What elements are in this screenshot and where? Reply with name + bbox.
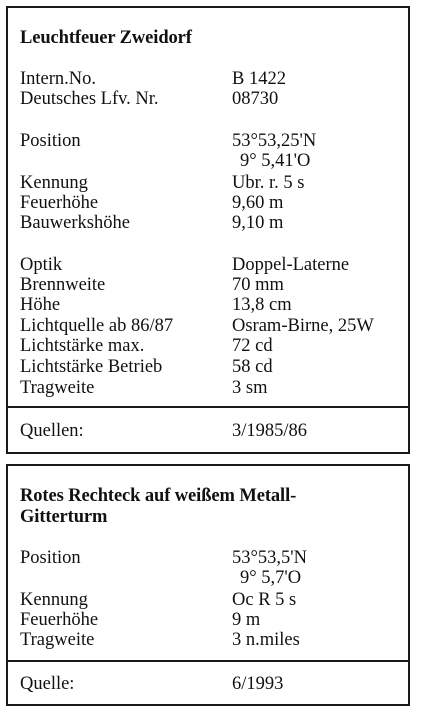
row-position-longitude [20,151,402,171]
row-label: Position [20,548,81,568]
source-value: 3/1985/86 [232,421,308,441]
row-kennung [20,173,402,193]
row-bauwerkshoehe [20,213,402,233]
row-value: Ubr. r. 5 s [232,173,305,193]
row-value: 53°53,25'N [232,131,317,151]
row-quellen [20,421,402,441]
row-tragweite [20,630,402,650]
row-label: Position [20,131,81,151]
row-label: Feuerhöhe [20,193,99,213]
row-value: 9,10 m [232,213,284,233]
row-value: 9 m [232,610,261,630]
row-label: Intern.No. [20,69,97,89]
row-feuerhoehe [20,610,402,630]
row-label: Bauwerkshöhe [20,213,130,233]
row-label: Tragweite [20,630,95,650]
row-label: Kennung [20,590,88,610]
row-brennweite [20,275,402,295]
row-lichtquelle [20,316,402,336]
row-label: Brennweite [20,275,106,295]
row-hoehe [20,295,402,315]
divider [8,660,408,662]
row-value: 9° 5,41'O [240,151,311,171]
row-label: Deutsches Lfv. Nr. [20,89,159,109]
row-value: 9,60 m [232,193,284,213]
row-label: Tragweite [20,378,95,398]
row-value: 3 n.miles [232,630,300,650]
row-optik [20,255,402,275]
row-value: 08730 [232,89,279,109]
card-title-line-2: Gitterturm [20,507,108,527]
divider [8,406,408,408]
row-label: Höhe [20,295,61,315]
row-value: Osram-Birne, 25W [232,316,374,336]
row-value: 3 sm [232,378,268,398]
row-lichtstaerke-betrieb [20,357,402,377]
row-position-longitude [20,568,402,588]
row-label: Lichtquelle ab 86/87 [20,316,174,336]
row-feuerhoehe [20,193,402,213]
row-value: 70 mm [232,275,284,295]
row-tragweite [20,378,402,398]
row-value: 58 cd [232,357,273,377]
row-position [20,131,402,151]
row-value: Doppel-Laterne [232,255,350,275]
source-label: Quelle: [20,674,75,694]
row-label: Optik [20,255,63,275]
row-position [20,548,402,568]
source-label: Quellen: [20,421,84,441]
row-quelle [20,674,402,694]
row-value: 13,8 cm [232,295,292,315]
row-label: Kennung [20,173,88,193]
row-value: 53°53,5'N [232,548,307,568]
row-deutsches-lfv-nr [20,89,402,109]
row-value: B 1422 [232,69,286,89]
row-label: Lichtstärke Betrieb [20,357,163,377]
lighthouse-info-card [6,6,410,454]
row-kennung [20,590,402,610]
source-value: 6/1993 [232,674,284,694]
row-value: Oc R 5 s [232,590,297,610]
daymark-info-card [6,464,410,706]
row-label: Feuerhöhe [20,610,99,630]
row-value: 72 cd [232,336,273,356]
row-intern-no [20,69,402,89]
row-label: Lichtstärke max. [20,336,145,356]
row-lichtstaerke-max [20,336,402,356]
card-title: Leuchtfeuer Zweidorf [20,28,192,48]
card-title-line-1: Rotes Rechteck auf weißem Metall- [20,486,297,506]
row-value: 9° 5,7'O [240,568,302,588]
